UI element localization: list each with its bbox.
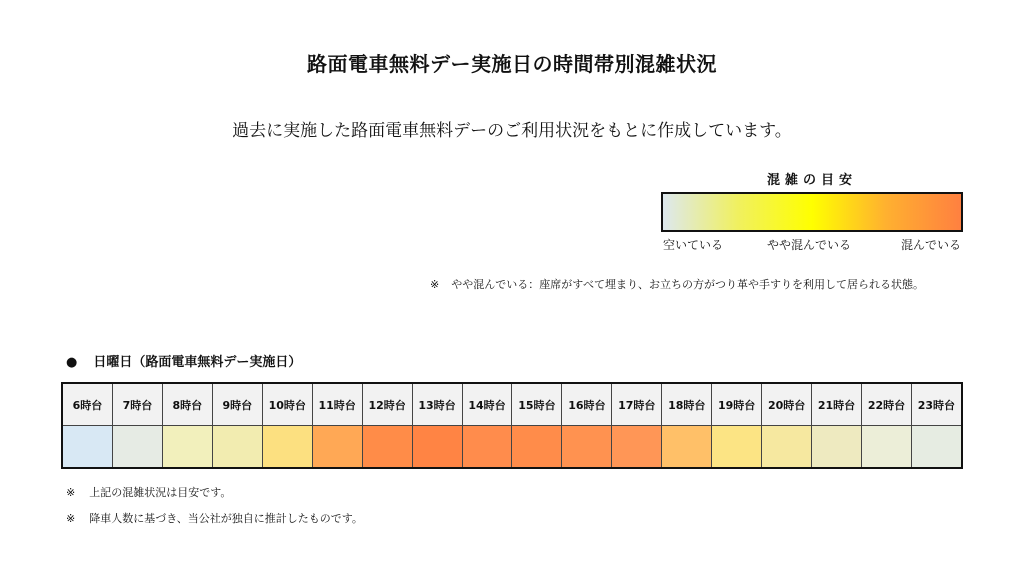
hour-header-cell: 12時台 [363, 384, 413, 425]
hour-header-cell: 14時台 [463, 384, 513, 425]
congestion-cell [213, 426, 263, 467]
congestion-cell [912, 426, 961, 467]
legend-labels [661, 236, 963, 254]
note-mark: ※ [66, 512, 76, 525]
hour-header-cell: 10時台 [263, 384, 313, 425]
congestion-cell [263, 426, 313, 467]
hour-header-cell: 7時台 [113, 384, 163, 425]
congestion-cell [612, 426, 662, 467]
hour-header-cell: 19時台 [712, 384, 762, 425]
hour-header-cell: 9時台 [213, 384, 263, 425]
note-mark: ※ [66, 486, 76, 499]
congestion-cell [363, 426, 413, 467]
legend-gradient-bar [661, 192, 963, 232]
hour-header-cell: 8時台 [163, 384, 213, 425]
hour-header-cell: 22時台 [862, 384, 912, 425]
legend-note-text: やや混んでいる：座席がすべて埋まり、お立ちの方がつり革や手すりを利用して居られる状態。 [451, 278, 924, 291]
footnote-1 [66, 484, 231, 500]
section-heading-text: 日曜日（路面電車無料デー実施日） [93, 355, 302, 370]
congestion-cell [812, 426, 862, 467]
hour-header-cell: 13時台 [413, 384, 463, 425]
congestion-cell [63, 426, 113, 467]
hour-header-cell: 20時台 [762, 384, 812, 425]
section-heading [66, 351, 301, 370]
congestion-cell [163, 426, 213, 467]
hour-header-cell: 23時台 [912, 384, 961, 425]
congestion-cell [413, 426, 463, 467]
hour-header-cell: 18時台 [662, 384, 712, 425]
congestion-cell [562, 426, 612, 467]
hourly-congestion-table [61, 382, 963, 469]
congestion-cell [862, 426, 912, 467]
legend-title: 混雑の目安 [766, 173, 857, 188]
footnote-text: 降車人数に基づき、当公社が独自に推計したものです。 [89, 512, 363, 525]
legend-low-label: 空いている [663, 238, 724, 252]
footnote-text: 上記の混雑状況は目安です。 [89, 486, 232, 499]
legend-note [430, 276, 924, 292]
page-title: 路面電車無料デー実施日の時間帯別混雑状況 [307, 52, 717, 76]
hour-header-cell: 16時台 [562, 384, 612, 425]
congestion-cell [662, 426, 712, 467]
bullet-icon: ● [66, 355, 78, 370]
hour-header-cell: 6時台 [63, 384, 113, 425]
hour-header-cell: 17時台 [612, 384, 662, 425]
congestion-legend [661, 172, 963, 254]
page-subtitle: 過去に実施した路面電車無料デーのご利用状況をもとに作成しています。 [232, 121, 792, 141]
congestion-cell [463, 426, 513, 467]
hour-header-row [63, 384, 961, 426]
congestion-cell [712, 426, 762, 467]
note-mark: ※ [430, 278, 440, 291]
congestion-cell [762, 426, 812, 467]
congestion-row [63, 426, 961, 467]
congestion-cell [512, 426, 562, 467]
congestion-cell [313, 426, 363, 467]
hour-header-cell: 15時台 [512, 384, 562, 425]
legend-mid-label: やや混んでいる [767, 238, 852, 252]
hour-header-cell: 21時台 [812, 384, 862, 425]
hour-header-cell: 11時台 [313, 384, 363, 425]
footnote-2 [66, 510, 363, 526]
legend-high-label: 混んでいる [900, 238, 961, 252]
congestion-cell [113, 426, 163, 467]
